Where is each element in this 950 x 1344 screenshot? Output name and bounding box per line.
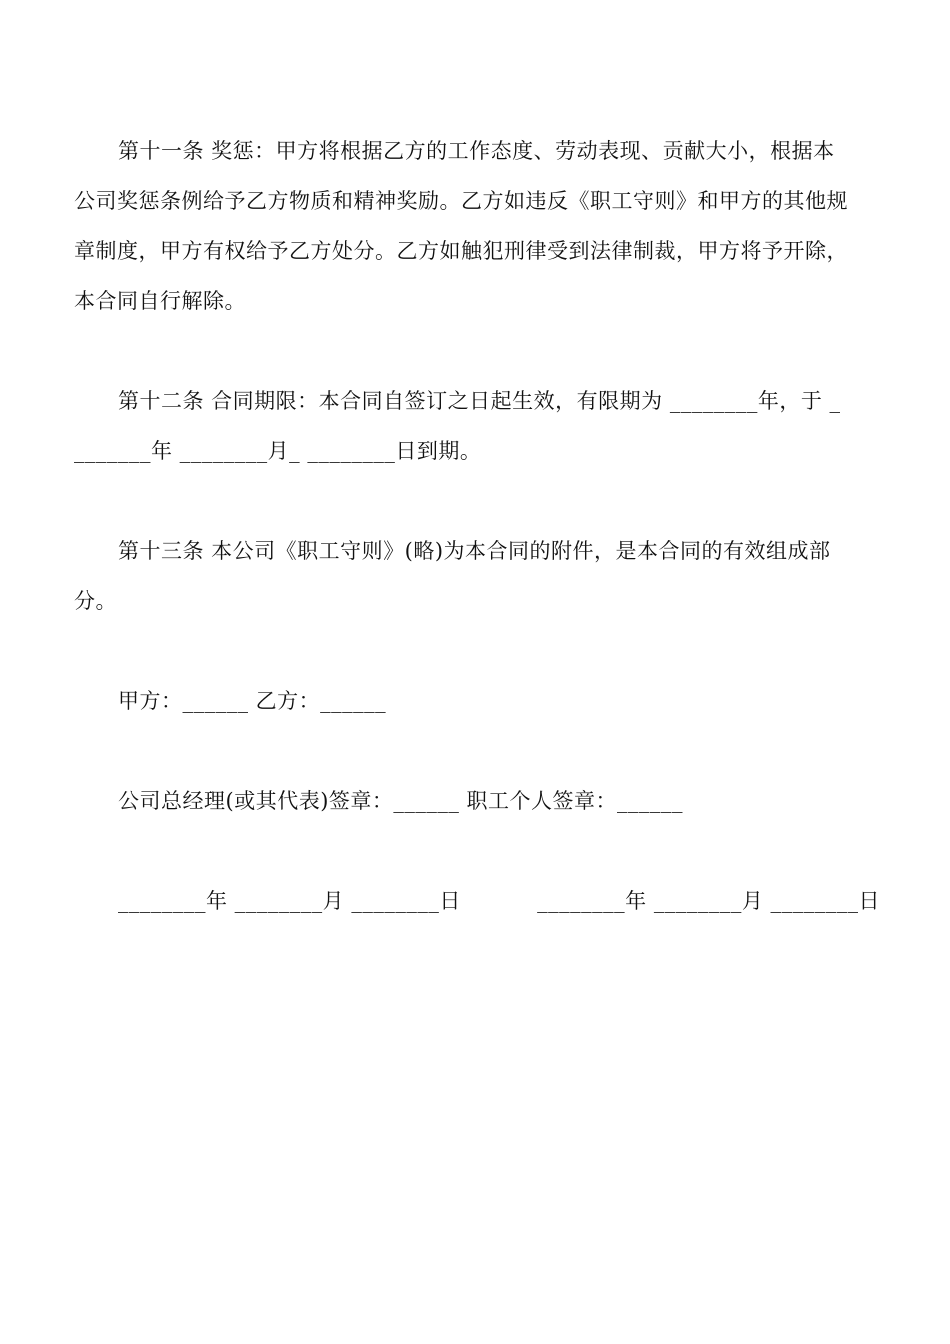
parties-line xyxy=(74,676,880,726)
signature-dates-row xyxy=(118,876,880,926)
party-a-b-fields: 甲方：______ 乙方：______ xyxy=(118,689,387,713)
company-sign-date: ________年 ________月 ________日 xyxy=(118,889,461,913)
article-12-contract-term xyxy=(74,376,880,476)
article-11-line: 第十一条 奖惩：甲方将根据乙方的工作态度、劳动表现、贡献大小，根据本 xyxy=(118,139,835,163)
signature-fields: 公司总经理(或其代表)签章：______ 职工个人签章：______ xyxy=(118,789,684,813)
article-11-line: 本合同自行解除。 xyxy=(74,289,246,313)
article-13-attachment xyxy=(74,526,880,626)
signatures-line xyxy=(74,776,880,826)
article-12-line: _______年 ________月_ ________日到期。 xyxy=(74,439,482,463)
employee-sign-date: ________年 ________月 ________日 xyxy=(537,889,880,913)
article-12-line: 第十二条 合同期限：本合同自签订之日起生效，有限期为 ________年，于 _ xyxy=(118,389,841,413)
article-11-line: 章制度，甲方有权给予乙方处分。乙方如触犯刑律受到法律制裁，甲方将予开除， xyxy=(74,239,848,263)
dates-line xyxy=(74,876,880,926)
article-11-reward-punishment xyxy=(74,126,880,326)
article-13-line: 第十三条 本公司《职工守则》(略)为本合同的附件，是本合同的有效组成部 xyxy=(118,539,831,563)
article-11-line: 公司奖惩条例给予乙方物质和精神奖励。乙方如违反《职工守则》和甲方的其他规 xyxy=(74,189,848,213)
article-13-line: 分。 xyxy=(74,589,117,613)
